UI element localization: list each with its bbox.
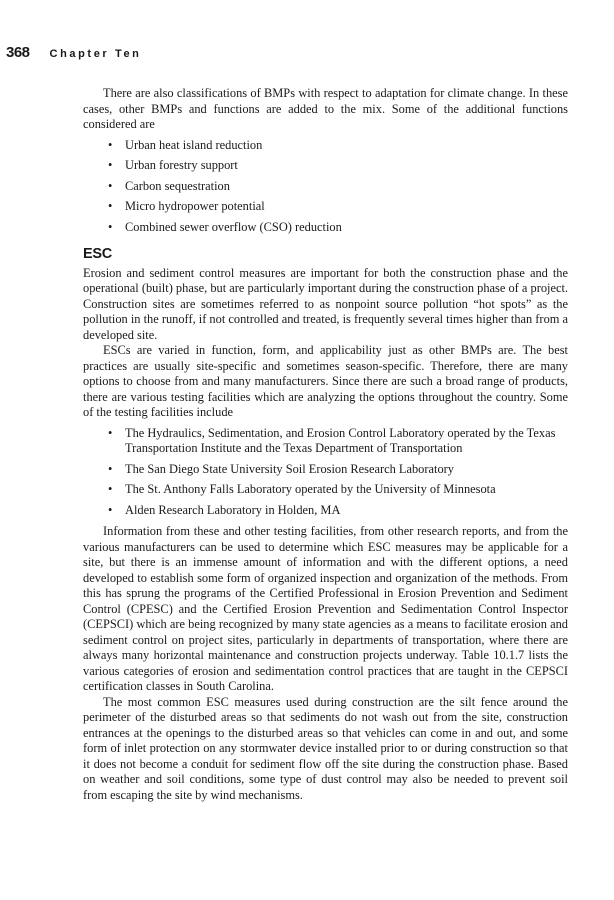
testing-facilities-list [83,426,568,519]
page-body [83,86,568,803]
esc-paragraph-1: Erosion and sediment control measures are important for both the construction phase and the operational (built) phase, but are particularly important during the construction phase of a project. Construction sites are sometimes referred to as nonpoint source pollution “hot spots” as the pollution in the runoff, if not controlled and treated, is frequently several times higher than from a developed site. [83,265,568,342]
list-item: • Alden Research Laboratory in Holden, MA [125,503,568,519]
list-item: • Combined sewer overflow (CSO) reduction [125,220,568,236]
section-heading: ESC [83,246,112,262]
esc-paragraph-2: ESCs are varied in function, form, and applicability just as other BMPs are. The best practices are usually site-specific and sometimes season-specific. Therefore, there are many options to choose from and many manufacturers. Since there are such a broad range of products, there are various testing facilities which are analyzing the options throughout the country. Some of the testing facilities include [83,343,568,419]
list-item: • The San Diego State University Soil Erosion Research Laboratory [125,462,568,478]
list-item: • Urban forestry support [125,158,568,174]
page-number: 368 [6,44,30,61]
list-item: • The Hydraulics, Sedimentation, and Erosion Control Laboratory operated by the Texas Transportation Institute and the Texas Department of Transportation [125,426,568,457]
list-item: • Micro hydropower potential [125,199,568,215]
esc-paragraph-3: Information from these and other testing facilities, from other research reports, and from the various manufacturers can be used to determine which ESC measures may be applicable for a site, but there is an immense amount of information and with the different options, a need developed to establish some form of organized inspection and organization of the methods. From this has sprung the programs of the Certified Professional in Erosion Prevention and Sediment Control (CPESC) and the Certified Erosion Prevention and Sedimentation Control Inspector (CEPSCI) which are being recognized by many state agencies as a means to facilitate erosion and sediment control on project sites, particularly in departments of transportation, where there are always many horizontal maintenance and construction projects underway. Table 10.1.7 lists the various categories of erosion and sedimentation control practices that are taught in the CEPSCI certification classes in South Carolina. [83,524,568,693]
list-item: • Carbon sequestration [125,179,568,195]
esc-paragraph-4: The most common ESC measures used during construction are the silt fence around the perimeter of the disturbed areas so that sediments do not wash out from the site, construction entrances at the openings to the disturbed areas so that vehicles can come in and out, and some form of inlet protection on any stormwater device installed prior to or during construction so that it does not become a conduit for sediment flow off the site during the construction phase. Based on weather and soil conditions, some type of dust control may also be needed to prevent soil from escaping the site by wind mechanisms. [83,694,568,802]
list-item: • Urban heat island reduction [125,138,568,154]
list-item: • The St. Anthony Falls Laboratory operated by the University of Minnesota [125,482,568,498]
intro-paragraph: There are also classifications of BMPs with respect to adaptation for climate change. In these cases, other BMPs and functions are added to the mix. Some of the additional functions considered are [83,86,568,131]
chapter-title: Chapter Ten [49,48,142,60]
climate-functions-list [83,138,568,236]
running-header [6,44,142,61]
